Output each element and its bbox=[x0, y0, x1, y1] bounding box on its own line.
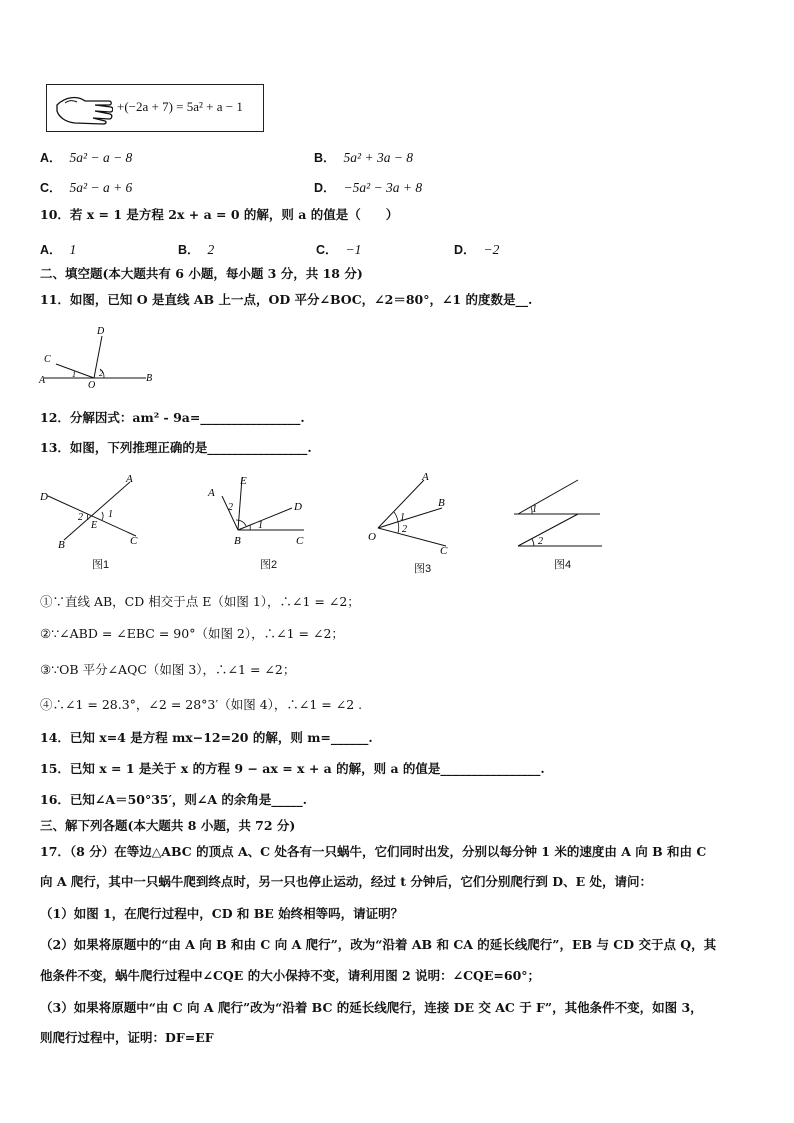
caption-fig4: 图4 bbox=[554, 559, 572, 571]
fig1-label-a: A bbox=[126, 473, 133, 485]
fig1-angle-1: 1 bbox=[108, 509, 113, 520]
q13-figure-4 bbox=[508, 474, 608, 550]
fig3-label-b: B bbox=[438, 497, 445, 509]
q13-item-2: ②∵∠ABD = ∠EBC = 90°（如图 2），∴∠1 = ∠2； bbox=[40, 626, 344, 641]
q11-stem: 11．如图，已知 O 是直线 AB 上一点，OD 平分∠BOC，∠2＝80°，∠1 的度数是__. bbox=[40, 292, 533, 307]
fig1-label-c: C bbox=[130, 535, 138, 547]
q11-label-o: O bbox=[88, 380, 96, 390]
fig2-label-c: C bbox=[296, 535, 304, 547]
fig3-label-c: C bbox=[440, 545, 448, 556]
fig2-label-b: B bbox=[234, 535, 241, 547]
fig1-angle-2: 2 bbox=[78, 512, 83, 523]
option-d[interactable]: D． −5a² − 3a + 8 bbox=[314, 180, 423, 195]
fig2-label-d: D bbox=[294, 501, 302, 513]
q13-figure-2 bbox=[200, 472, 312, 552]
q11-angle-2: 2 bbox=[99, 369, 103, 378]
box-expression: +(−2a + 7) = 5a² + a − 1 bbox=[117, 99, 243, 114]
q17-part-1: （1）如图 1，在爬行过程中，CD 和 BE 始终相等吗，请证明？ bbox=[40, 906, 404, 921]
q11-angle-1: 1 bbox=[72, 370, 76, 379]
q16-stem: 16．已知∠A＝50°35′，则∠A 的余角是_____. bbox=[40, 792, 308, 807]
section-2-heading: 二、填空题(本大题共有 6 小题，每小题 3 分，共 18 分) bbox=[40, 266, 363, 281]
fig3-label-a: A bbox=[422, 471, 429, 483]
option-c[interactable]: C． 5a² − a + 6 bbox=[40, 180, 133, 195]
q13-item-4: ④∴∠1 = 28.3°，∠2 = 28°3′（如图 4），∴∠1 = ∠2 . bbox=[40, 697, 363, 712]
q13-figure-3 bbox=[366, 470, 466, 556]
q11-figure bbox=[36, 320, 158, 390]
caption-fig1: 图1 bbox=[92, 559, 110, 571]
fig2-label-a: A bbox=[208, 487, 215, 499]
option-b[interactable]: B． 5a² + 3a − 8 bbox=[314, 150, 414, 165]
caption-fig3: 图3 bbox=[414, 563, 432, 575]
fig4-angle-2: 2 bbox=[538, 536, 543, 547]
q10-option-d[interactable]: D． −2 bbox=[454, 242, 500, 257]
q17-part-2b: 他条件不变，蜗牛爬行过程中∠CQE 的大小保持不变，请利用图 2 说明：∠CQE=60°； bbox=[40, 968, 541, 983]
q10-option-a[interactable]: A． 1 bbox=[40, 242, 77, 257]
q13-stem: 13．如图，下列推理正确的是________________. bbox=[40, 440, 312, 455]
q11-label-a: A bbox=[39, 375, 46, 386]
q15-stem: 15．已知 x = 1 是关于 x 的方程 9 − ax = x + a 的解，则 a 的值是________________. bbox=[40, 761, 545, 776]
q14-stem: 14．已知 x=4 是方程 mx−12=20 的解，则 m=______. bbox=[40, 730, 373, 745]
fig2-label-e: E bbox=[240, 475, 247, 487]
q11-label-d: D bbox=[97, 326, 105, 337]
q13-figure-1 bbox=[38, 472, 150, 552]
fig2-angle-2: 2 bbox=[228, 502, 233, 513]
q17-part-3a: （3）如果将原题中“由 C 向 A 爬行”改为“沿着 BC 的延长线爬行，连接 DE 交 AC 于 F”，其他条件不变，如图 3， bbox=[40, 1000, 703, 1015]
hand-cover-icon bbox=[55, 91, 113, 125]
option-a[interactable]: A． 5a² − a − 8 bbox=[40, 150, 133, 165]
q10-option-b[interactable]: B． 2 bbox=[178, 242, 215, 257]
fig1-label-e: E bbox=[91, 520, 98, 531]
q13-item-1: ①∵直线 AB，CD 相交于点 E（如图 1），∴∠1 = ∠2； bbox=[40, 594, 360, 609]
q11-label-c: C bbox=[44, 354, 51, 365]
fig3-angle-1: 1 bbox=[400, 512, 405, 523]
fig3-label-o: O bbox=[368, 531, 376, 543]
expression-box bbox=[46, 84, 264, 132]
fig2-angle-1: 1 bbox=[258, 520, 263, 531]
q10-option-c[interactable]: C． −1 bbox=[316, 242, 362, 257]
caption-fig2: 图2 bbox=[260, 559, 278, 571]
q10-stem: 10．若 x = 1 是方程 2x + a = 0 的解，则 a 的值是（ ） bbox=[40, 207, 399, 222]
fig4-angle-1: 1 bbox=[532, 504, 537, 515]
q17-line-1: 17．（8 分）在等边△ABC 的顶点 A、C 处各有一只蜗牛，它们同时出发，分别以每分钟 1 米的速度由 A 向 B 和由 C bbox=[40, 844, 707, 859]
fig1-label-b: B bbox=[58, 539, 65, 551]
section-3-heading: 三、解下列各题(本大题共 8 小题，共 72 分) bbox=[40, 818, 296, 833]
q13-item-3: ③∵OB 平分∠AQC（如图 3），∴∠1 = ∠2； bbox=[40, 662, 296, 677]
fig1-label-d: D bbox=[40, 491, 48, 503]
q17-line-2: 向 A 爬行，其中一只蜗牛爬到终点时，另一只也停止运动，经过 t 分钟后，它们分别爬行到 D、E 处，请问： bbox=[40, 874, 652, 889]
q17-part-2a: （2）如果将原题中的“由 A 向 B 和由 C 向 A 爬行”，改为“沿着 AB 和 CA 的延长线爬行”，EB 与 CD 交于点 Q，其 bbox=[40, 937, 717, 952]
fig3-angle-2: 2 bbox=[402, 524, 407, 535]
q12-stem: 12．分解因式：am² - 9a=________________. bbox=[40, 410, 305, 425]
q11-label-b: B bbox=[146, 373, 153, 384]
q17-part-3b: 则爬行过程中，证明：DF=EF bbox=[40, 1030, 214, 1045]
